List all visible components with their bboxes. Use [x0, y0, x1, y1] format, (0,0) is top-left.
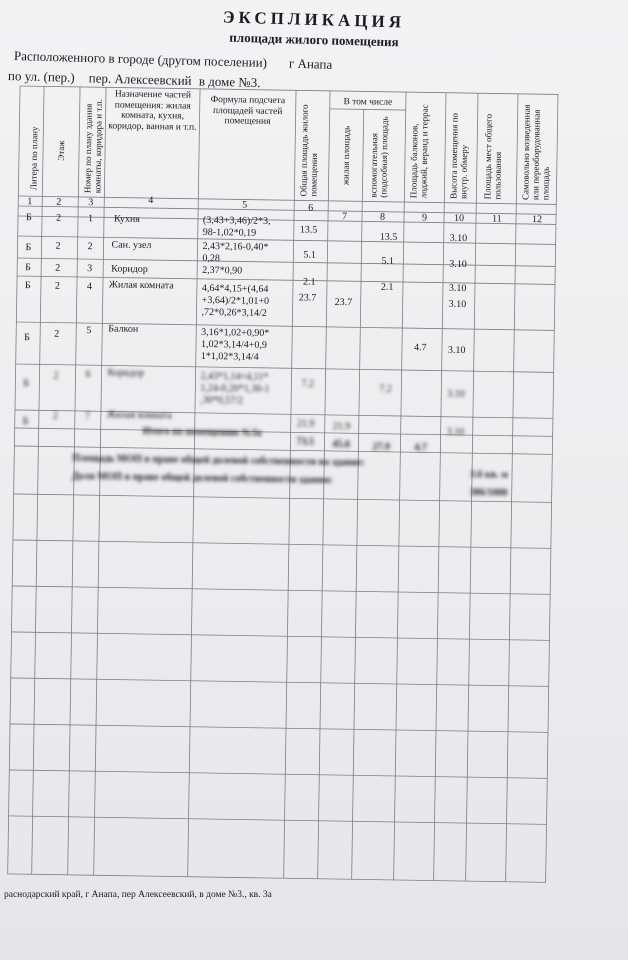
row-total-area: 21.9: [296, 418, 315, 430]
col-number: 9: [421, 212, 428, 224]
row-number: 3: [87, 263, 93, 275]
row-litera: Б: [22, 416, 29, 428]
row-height: 3.10: [447, 344, 466, 357]
col-header-formula: Формула подсчета площадей частей помещения: [210, 94, 286, 127]
row-litera: Б: [25, 262, 32, 274]
col-number: 4: [148, 195, 154, 207]
row-purpose: Коридор: [107, 367, 145, 379]
row-floor: 2: [53, 370, 59, 382]
row-litera: Б: [24, 332, 30, 344]
col-number: 1: [27, 196, 33, 208]
row-floor: 2: [54, 328, 60, 340]
row-number: 4: [86, 281, 93, 293]
totals-living-area: 45.6: [332, 438, 351, 451]
row-living-area: 21.9: [332, 420, 351, 433]
row-aux-area: 5.1: [381, 255, 394, 267]
col-header-room-number: Номер по плану здания комнаты, коридора и т.п.: [82, 98, 104, 194]
row-balcony-area: 4.7: [413, 342, 427, 354]
totals-balcony-area: 4.7: [414, 442, 428, 454]
row-floor: 2: [55, 212, 62, 224]
street-value: пер. Алексеевский: [88, 70, 192, 89]
row-formula-line: 98-1,02*0,19: [202, 226, 257, 239]
row-purpose: Жилая комната: [108, 279, 174, 292]
col-header-living-area: жилая площадь: [340, 125, 352, 186]
row-total-area: 2.1: [302, 276, 316, 288]
totals-total-area: 73.5: [296, 436, 315, 448]
street-label: по ул. (пер.): [7, 68, 75, 85]
row-formula-line: 0,28: [202, 252, 220, 265]
row-litera: Б: [25, 212, 32, 224]
note-common-share-value: 386/1000: [469, 487, 508, 499]
col-header-floor: Этаж: [55, 140, 67, 161]
row-formula-line: 2,43*2,16-0,40*: [202, 240, 269, 253]
col-number: 7: [341, 211, 348, 223]
row-height: 3.10: [446, 426, 465, 439]
col-number: 3: [88, 197, 94, 209]
row-purpose: Кухня: [113, 213, 140, 225]
row-litera: Б: [24, 280, 31, 292]
row-number: 2: [87, 241, 93, 253]
row-formula-line: 1,02*3,14/4+0,9: [200, 338, 268, 351]
row-total-area: 23.7: [298, 292, 317, 304]
row-number: 6: [85, 369, 91, 381]
row-litera: Б: [23, 378, 30, 390]
row-aux-area: 7.2: [379, 383, 392, 395]
note-common-area: Площадь МОП в праве общей долевой собственности на здание:: [72, 452, 365, 469]
row-floor: 2: [54, 280, 61, 292]
col-header-unauthorized-area: Самовольно возведенная или переоборудованная площадь: [520, 104, 551, 201]
location-label: Расположенного в городе (другом поселении): [13, 48, 268, 71]
col-header-litera: Литера по плану: [28, 126, 40, 191]
totals-aux-area: 27.9: [372, 441, 391, 453]
document-title: ЭКСПЛИКАЦИЯ: [222, 7, 406, 32]
note-common-area-value: 3.6 кв. м: [469, 469, 509, 481]
row-formula-line: 1,24-0,20*1,30-1: [200, 382, 270, 395]
col-header-total-area: Общая площадь жилого помещения: [298, 104, 320, 197]
col-number: 12: [531, 214, 543, 226]
row-formula-line: ,72*0,26*3,14/2: [201, 306, 267, 319]
row-floor: 2: [55, 240, 61, 252]
note-common-share: Доля МОП в праве общей долевой собственности здания:: [71, 470, 333, 486]
row-living-area: 23.7: [334, 296, 353, 309]
row-formula-line: 2,43*1,14+4,11*: [200, 370, 269, 383]
document-subtitle: площади жилого помещения: [229, 29, 399, 50]
totals-label: Итого по помещению №3а: [142, 425, 262, 439]
row-total-area: 13.5: [299, 224, 318, 236]
col-header-height: Высота помещения по внутр. обмеру: [448, 112, 470, 200]
col-header-aux-area: вспомогательная (подсобная) площадь: [368, 116, 390, 198]
row-total-area: 5.1: [303, 249, 317, 261]
row-height: 3.10: [448, 282, 467, 295]
row-formula-line: 1*1,02*3,14/4: [200, 350, 259, 363]
house-value: в доме №3.: [198, 73, 261, 91]
col-number: 11: [491, 213, 502, 225]
row-number: 5: [86, 325, 92, 337]
col-number: 10: [453, 212, 465, 224]
row-litera: Б: [25, 242, 32, 254]
col-header-balcony-area: Площадь балконов, лоджий, веранд и террас: [408, 104, 430, 199]
row-height: 3.10: [448, 298, 467, 311]
row-number: 7: [84, 411, 90, 423]
row-formula-line: (3,43+3,46)/2*3,: [202, 214, 271, 227]
row-floor: 2: [52, 410, 58, 422]
row-purpose: Балкон: [108, 323, 139, 335]
row-number: 1: [87, 213, 94, 225]
row-floor: 2: [55, 262, 61, 274]
row-formula-line: ,30*0,57/2: [200, 394, 244, 407]
col-number: 2: [56, 196, 62, 208]
row-purpose: Сан. узел: [111, 239, 152, 252]
col-number: 6: [308, 202, 314, 214]
row-aux-area: 13.5: [379, 231, 398, 243]
row-formula-line: 2,37*0,90: [202, 264, 243, 277]
row-aux-area: 2.1: [380, 281, 394, 293]
col-header-group: В том числе: [343, 97, 393, 108]
col-number: 5: [242, 199, 248, 211]
col-header-common-area: Площадь мест общего пользования: [482, 113, 504, 200]
row-formula-line: 3,16*1,02+0,90*: [201, 326, 270, 339]
row-height: 3.10: [449, 258, 467, 271]
row-formula-line: +3,64)/2*1,01+0: [201, 294, 270, 307]
row-height: 3.10: [447, 388, 465, 401]
row-height: 3.10: [449, 232, 468, 245]
row-total-area: 7.2: [301, 378, 315, 390]
footer-address: раснодарский край, г Анапа, пер Алексеевский, в доме №3., кв. 3а: [4, 890, 272, 900]
city-value: г Анапа: [288, 55, 333, 72]
row-formula-line: 4,64*4,15+(4,64: [201, 282, 269, 295]
col-header-purpose: Назначение частей помещения: жилая комната, кухня, коридор, ванная и т.п.: [108, 89, 197, 133]
row-purpose: Жилая комната: [106, 409, 172, 422]
row-purpose: Коридор: [111, 263, 148, 276]
col-number: 8: [379, 211, 386, 223]
